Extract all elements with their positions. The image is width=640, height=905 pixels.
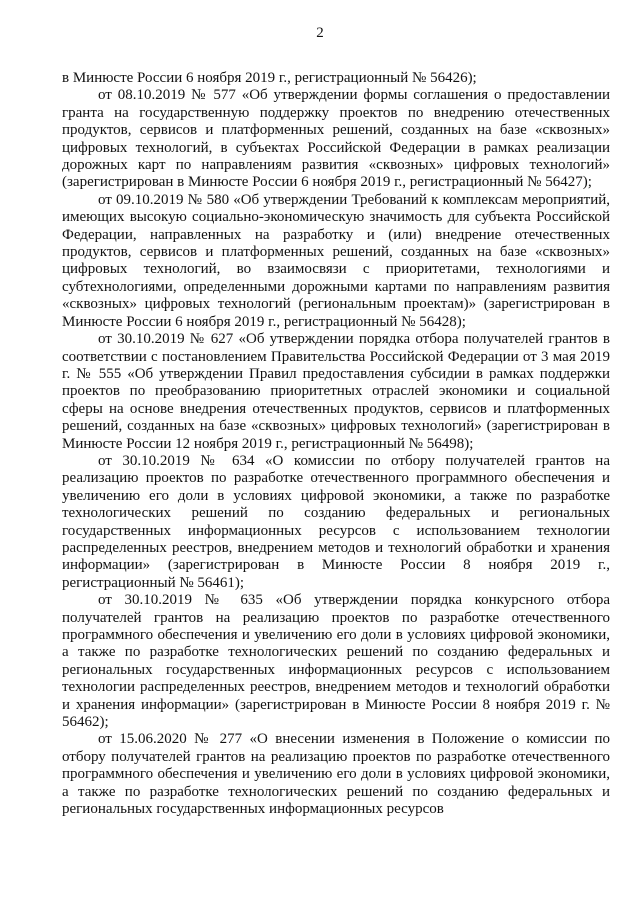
- paragraph-continuation: в Минюсте России 6 ноября 2019 г., регистрационный № 56426);: [62, 70, 477, 86]
- paragraph-order-627: от 30.10.2019 № 627 «Об утверждении порядка отбора получателей грантов в соответствии с постановлением Правительства Российской Федерации от 3 мая 2019 г. № 555 «Об утверждении Правил предоставления субсидии в рамках поддержки проектов по преобразованию приоритетных отраслей экономики и социальной сферы на основе внедрения отечественных продуктов, сервисов и платформенных решений, созданных на базе «сквозных» цифровых технологий» (зарегистрирован в Минюсте России 12 ноября 2019 г., регистрационный № 56498);: [62, 331, 610, 452]
- document-body: [62, 70, 610, 818]
- paragraph-order-277: от 15.06.2020 № 277 «О внесении изменения в Положение о комиссии по отбору получателей грантов на реализацию проектов по разработке отечественного программного обеспечения и увеличению его доли в условиях цифровой экономики, а также по разработке технологических решений по созданию федеральных и региональных государственных информационных ресурсов: [62, 731, 610, 818]
- page-number: 2: [316, 25, 324, 41]
- paragraph-order-634: от 30.10.2019 № 634 «О комиссии по отбору получателей грантов на реализацию проектов по разработке отечественного программного обеспечения и увеличению его доли в условиях цифровой экономики, а также по разработке технологических решений по созданию федеральных и региональных государственных информационных ресурсов с использованием технологии распределенных реестров, внедрением методов и технологий обработки и хранения информации» (зарегистрирован в Минюсте России 8 ноября 2019 г., регистрационный № 56461);: [62, 452, 610, 591]
- paragraph-order-577: от 08.10.2019 № 577 «Об утверждении формы соглашения о предоставлении гранта на государственную поддержку проектов по внедрению отечественных продуктов, сервисов и платформенных решений, созданных на базе «сквозных» цифровых технологий, в субъектах Российской Федерации в рамках реализации дорожных карт по направлениям развития «сквозных» цифровых технологий» (зарегистрирован в Минюсте России 6 ноября 2019 г., регистрационный № 56427);: [62, 87, 610, 191]
- paragraph-order-635: от 30.10.2019 № 635 «Об утверждении порядка конкурсного отбора получателей грантов на реализацию проектов по разработке отечественного программного обеспечения и увеличению его доли в условиях цифровой экономики, а также по разработке технологических решений по созданию федеральных и региональных государственных информационных ресурсов с использованием технологии распределенных реестров, внедрением методов и технологий обработки и хранения информации» (зарегистрирован в Минюсте России 8 ноября 2019 г. № 56462);: [62, 592, 610, 731]
- paragraph-order-580: от 09.10.2019 № 580 «Об утверждении Требований к комплексам мероприятий, имеющих высокую социально-экономическую значимость для субъекта Российской Федерации, направленных на разработку и (или) внедрение отечественных продуктов, сервисов и платформенных решений, созданных на базе «сквозных» цифровых технологий, во взаимосвязи с приоритетами, технологиями и субтехнологиями, определенными дорожными картами по направлениям развития «сквозных» цифровых технологий (региональным проектам)» (зарегистрирован в Минюсте России 6 ноября 2019 г., регистрационный № 56428);: [62, 191, 610, 330]
